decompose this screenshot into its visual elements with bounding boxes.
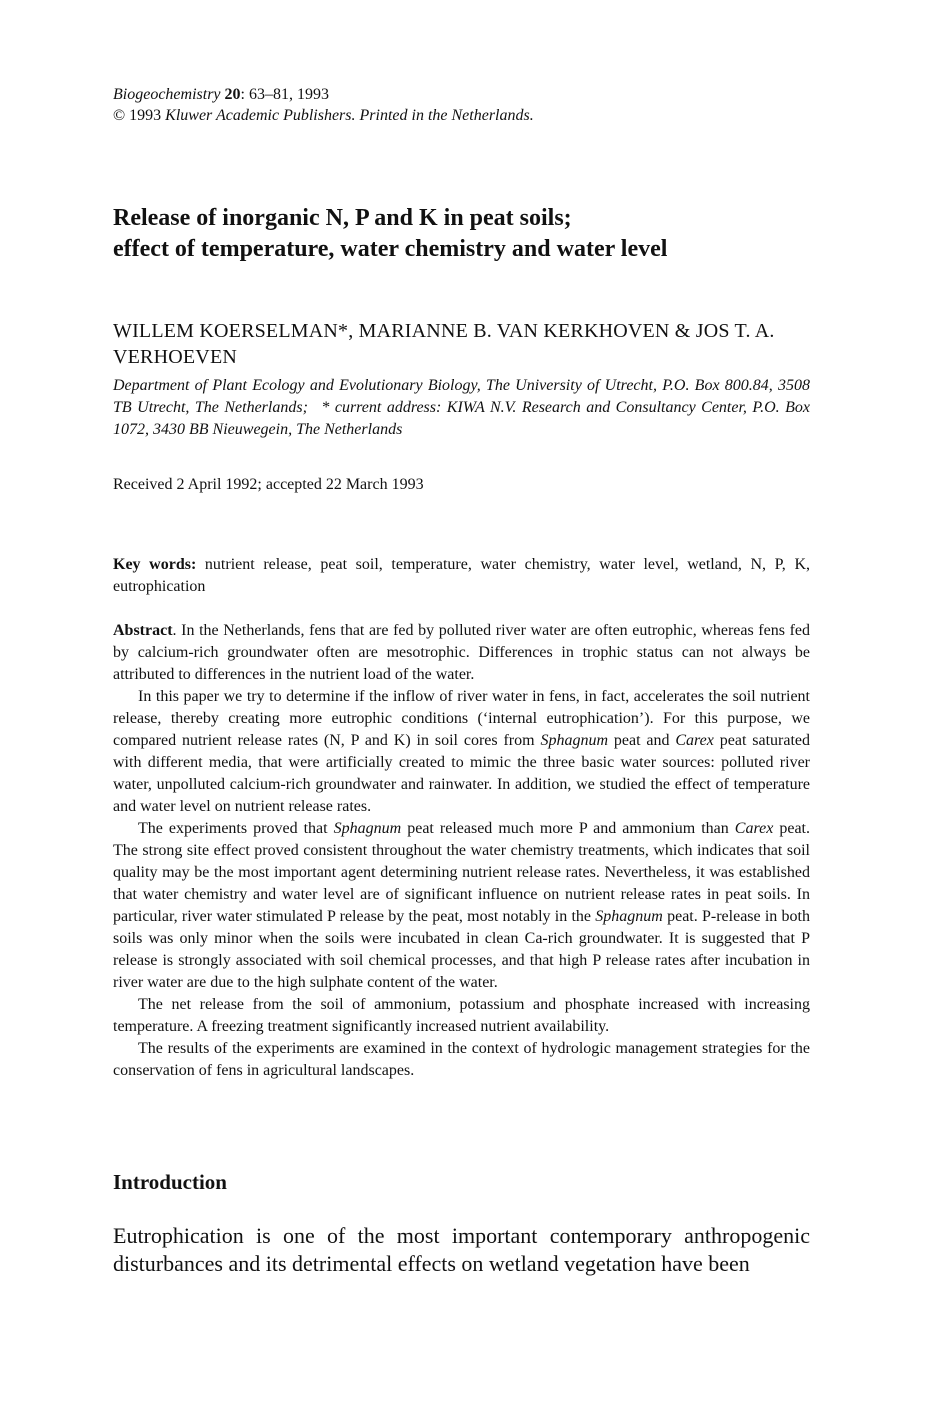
affiliation-current: * current address: KIWA N.V. Research and Consultancy Center, P.O. Box 1072, 3430 BB Nieuwegein, The Netherlands — [113, 399, 810, 438]
taxon-sphagnum: Sphagnum — [333, 820, 402, 837]
taxon-carex: Carex — [734, 820, 774, 837]
title-line-1: Release of inorganic N, P and K in peat soils; — [113, 205, 572, 231]
abstract-p2b: peat and — [608, 732, 676, 749]
abstract-paragraph-2 — [113, 686, 810, 818]
abstract-p2a: In this paper we try to determine if the inflow of river water in fens, in fact, accelerates the soil nutrient release, thereby creating more eutrophic conditions (‘internal eutrophication’). For this purpose, we compared nutrient release rates (N, P and K) in soil cores from — [113, 688, 810, 749]
abstract-label: Abstract — [113, 622, 173, 639]
abstract-p1-text: . In the Netherlands, fens that are fed by polluted river water are often eutrophic, whereas fens fed by calcium-rich groundwater often are mesotrophic. Differences in trophic status can not always be attributed to differences in the nutrient load of the water. — [113, 622, 810, 683]
abstract-paragraph-5: The results of the experiments are examined in the context of hydrologic management strategies for the conservation of fens in agricultural landscapes. — [113, 1040, 810, 1079]
abstract-paragraph-3 — [113, 818, 810, 994]
keywords — [113, 554, 810, 598]
title-line-2: effect of temperature, water chemistry and water level — [113, 236, 668, 262]
authors: WILLEM KOERSELMAN*, MARIANNE B. VAN KERKHOVEN & JOS T. A. VERHOEVEN — [113, 320, 775, 368]
abstract-p3c: peat. The strong site effect proved consistent throughout the water chemistry treatments, which indicates that soil quality may be the most important agent determining nutrient release rates. Nevertheless, it was established that water chemistry and water level are of significant influence on nutrient release rates in peat soils. In particular, river water stimulated P release by the peat, most notably in the — [113, 820, 810, 925]
keywords-text: nutrient release, peat soil, temperature, water chemistry, water level, wetland, N, P, K, eutrophication — [113, 556, 810, 595]
affiliation-main: Department of Plant Ecology and Evolutionary Biology, The University of Utrecht, P.O. Box 800.84, 3508 TB Utrecht, The Netherlands; — [113, 377, 810, 416]
abstract-p3a: The experiments proved that — [138, 820, 334, 837]
paper-title — [113, 203, 833, 265]
keywords-label: Key words: — [113, 556, 197, 573]
journal-volume: 20 — [224, 86, 241, 103]
abstract-paragraph-4: The net release from the soil of ammonium, potassium and phosphate increased with increasing temperature. A freezing treatment significantly increased nutrient availability. — [113, 996, 810, 1035]
publisher: Kluwer Academic Publishers. Printed in the Netherlands. — [165, 107, 534, 124]
copyright: © 1993 — [113, 107, 162, 124]
journal-citation — [113, 84, 534, 126]
received-dates: Received 2 April 1992; accepted 22 March 1993 — [113, 476, 424, 493]
taxon-carex: Carex — [675, 732, 714, 749]
abstract-p3d: peat. P-release in both soils was only minor when the soils were incubated in clean Ca-rich groundwater. It is suggested that P release is strongly associated with soil chemical processes, and that high P release rates after incubation in river water are due to the high sulphate content of the water. — [113, 908, 811, 991]
abstract-p3b: peat released much more P and ammonium than — [401, 820, 735, 837]
abstract — [113, 620, 810, 1082]
journal-line — [113, 84, 534, 105]
journal-pages: : 63–81, 1993 — [240, 86, 329, 103]
abstract-p2c: peat saturated with different media, that were artificially created to mimic the three basic water sources: polluted river water, unpolluted calcium-rich groundwater and rainwater. In addition, we studied the effect of temperature and water level on nutrient release rates. — [113, 732, 811, 815]
taxon-sphagnum: Sphagnum — [540, 732, 608, 749]
introduction-text: Eutrophication is one of the most important contemporary anthropogenic disturbances and its detrimental effects on wetland vegetation have been — [113, 1223, 810, 1276]
section-heading-introduction: Introduction — [113, 1170, 227, 1194]
journal-name: Biogeochemistry — [113, 86, 221, 103]
abstract-paragraph-1 — [113, 620, 810, 686]
affiliation — [113, 375, 810, 441]
taxon-sphagnum: Sphagnum — [595, 908, 663, 925]
copyright-line — [113, 105, 534, 126]
